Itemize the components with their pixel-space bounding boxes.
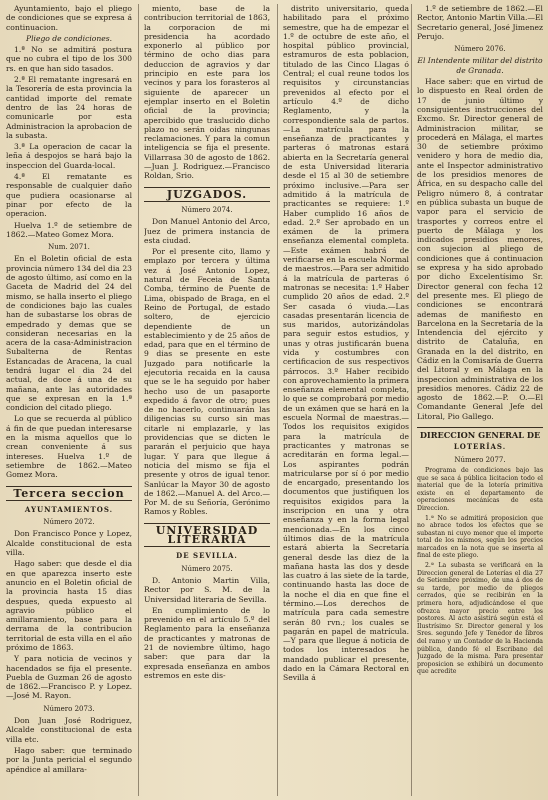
column-rule bbox=[138, 4, 139, 796]
notice-number: Número 2077. bbox=[454, 455, 506, 464]
condition: 1.ª No se admitirá postura que no cubra el tipo de los 300 rs. en que han sido tasados. bbox=[6, 45, 132, 73]
notice-number: Num. 2071. bbox=[48, 243, 90, 252]
paragraph: Programa de condiciones bajo las que se saca á pública licitacion todo el material que de la lotería primitiva existe en el departamento de operaciones mecánicas de esta Direccion. bbox=[417, 466, 543, 512]
section-heading: JUZGADOS. bbox=[144, 187, 270, 202]
condition: 2.ª El rematante ingresará en la Tesorería de esta provincia la cantidad importe del remate dentro de las 24 horas de comunicarle por esta Administracion la aprobacion de la subasta. bbox=[6, 75, 132, 140]
section-subheading: DE SEVILLA. bbox=[176, 551, 238, 561]
paragraph: Don Juan José Rodriguez, Alcalde constitucional de esta villa etc. bbox=[6, 716, 132, 744]
paragraph: Don Francisco Ponce y Lopez, Alcalde constitucional de esta villa. bbox=[6, 529, 132, 558]
signature: Huelva 1.º de setiembre de 1862.—Mateo Gomez Mora. bbox=[6, 220, 132, 239]
paragraph: 2.ª La subasta se verificará en la Direccion general de Loterías el dia 27 de Setiembre próximo, de una á dos de su tarde, por medio de pliegos cerrados, que se recibirán en la primera hora, adjudicándose el que ofrezca mayor precio entre los postores. Al acto asistirá según está el Ilustrísimo Sr. Director general y los Sres. segundo Jefe y Tenedor de libros del ramo y un Contador de la Hacienda pública, dando fé el Escribano del Juzgado de la misma. Para presentar proposicion se exhibirá un documento que acredite bbox=[417, 562, 543, 676]
condition: 4.ª El rematante es responsable de cualquier daño que pudiera ocasionarse al pinar por efecto de la operacion. bbox=[6, 172, 132, 219]
notice-number: Número 2073. bbox=[43, 704, 95, 713]
paragraph: Ayuntamiento, bajo el pliego de condiciones que se expresa á continuacion. bbox=[6, 4, 132, 32]
paragraph: Lo que se recuerda al público á fin de que puedan interesarse en la misma aquellos que lo crean conveniente á sus intereses. Huelva 1.º de setiembre de 1862.—Mateo Gomez Mora. bbox=[6, 414, 132, 480]
notice-number: Número 2076. bbox=[454, 45, 506, 54]
paragraph: Don Manuel Antonio del Arco, Juez de primera instancia de esta ciudad. bbox=[144, 217, 270, 245]
paragraph: Hace saber: que en virtud de lo dispuesto en Real órden de 17 de junio último y consiguientes instrucciones del Excmo. Sr. Director general de Administracion militar, se procederá en Málaga, el martes 30 de setiembre próximo venidero y hora de medio dia, ante el Inspector administrativo de los presidios menores de África, en su despacho calle del Peligro número 8, á contratar en pública subasta un buque de vapor para el servicio de trasportes y correos entre el puerto de Málaga y los indicados presidios menores, con sujecion al pliego de condiciones que á continuacion se expresa y ha sido aprobado por dicho Excelentísimo Sr. Director general con fecha 12 del presente mes. El pliego de condiciones se encontrará ademas de manifiesto en Barcelona en la Secretaría de la Intendencia del ejército y distrito de Cataluña, en Granada en la del distrito, en Cádiz en la Comisaría de Guerra del Litoral y en Málaga en la inspeccion administrativa de los presidios menores. Cádiz 22 de agosto de 1862.—P. O.—El Comandante General Jefe del Litoral, Pio Gallego. bbox=[417, 77, 543, 421]
section-subheading: AYUNTAMIENTOS. bbox=[24, 504, 114, 514]
section-heading: DIRECCION GENERAL DE bbox=[417, 427, 543, 440]
paragraph: Por el presente cito, llamo y emplazo por tercera y última vez á José Antonio Lopez, natural de Feceia de Santa Comba, término de Puente de Lima, obispado de Braga, en el Reino de Portugal, de estado soltero, de ejercicio dependiente de un establecimiento y de 25 años de edad, para que en el término de 9 dias se presente en este Juzgado para notificarle la ejecutoria recaida en la causa que se le ha seguido por haber hecho uso de un pasaporte expedido á favor de otro; pues de no hacerlo, continuarán las diligencias su curso sin mas citarle ni emplazarle, y las providencias que se dicten le pararán el perjuicio que haya lugar. Y para que llegue á noticia del mismo se fija el presente y otros de igual tenor. Sanlúcar la Mayor 30 de agosto de 1862.—Manuel A. del Arco.—Por M. de su Señoría, Gerónimo Ramos y Robles. bbox=[144, 247, 270, 517]
condition: 3.ª La operacion de cacar la leña á despojos se hará bajo la inspeccion del Guarda-local. bbox=[6, 142, 132, 170]
column-rule bbox=[411, 4, 412, 796]
section-heading: Tercera seccion bbox=[6, 486, 132, 501]
section-subheading: LOTERÍAS. bbox=[453, 442, 507, 452]
section-subtitle: Pliego de condiciones. bbox=[25, 33, 113, 43]
paragraph: Hago saber: que terminado por la Junta pericial el segundo apéndice al amillara- bbox=[6, 745, 132, 774]
notice-number: Número 2075. bbox=[181, 564, 233, 573]
paragraph: En el Boletin oficial de esta provincia número 134 del dia 23 de agosto último, así como en la Gaceta de Madrid del 24 del mismo, se halla inserto el pliego de condiciones bajo las cuales han de subastarse los obras de empedrado y demas que se consideran necesarias en la acera de la casa-Administracion Subalterna de Rentas Estancadas de Aracena, la cual tendrá lugar el dia 24 del actual, de doce á una de su mañana, ante las autoridades que se expresan en la 1.ª condicion del citado pliego. bbox=[6, 254, 132, 413]
column-1 bbox=[6, 4, 132, 796]
paragraph: Hago saber: que desde el dia en que aparezca inserto este anuncio en el Boletin oficial de la provincia hasta 15 dias despues, queda expuesto al agravio público el amillaramiento, base para la derrama de la contribucion territorial de esta villa en el año próximo de 1863. bbox=[6, 559, 132, 652]
paragraph: D. Antonio Martin Villa, Rector por S. M. de la Universidad literaria de Sevilla. bbox=[144, 575, 270, 604]
notice-number: Número 2074. bbox=[181, 205, 233, 214]
paragraph: 1.ª No se admitirá proposicion que no abrace todos los efectos que se subastan ni cuyo menor que el importe total de los mismos, según los precios marcados en la nota que se inserta al final de este pliego. bbox=[417, 514, 543, 560]
paragraph: 1.º de setiembre de 1862.—El Rector, Antonio Martin Villa.—El Secretario general, José Jimenez Perujo. bbox=[417, 4, 543, 41]
paragraph: En cumplimiento de lo prevenido en el artículo 5.º del Reglamento para la enseñanza de practicantes y matronas de 21 de noviembre último, hago saber: que para dar la expresada enseñanza en ambos estremos en este dis- bbox=[144, 605, 270, 680]
column-rule bbox=[277, 4, 278, 796]
section-subtitle: El Intendente militar del distrito de Granada. bbox=[417, 56, 543, 75]
column-3 bbox=[283, 4, 409, 796]
column-2 bbox=[144, 4, 270, 796]
paragraph: miento, base de la contribucion territorial de 1863, la corporacion de mi presidencia ha acordado exponerlo al público por término de ocho dias para deduccion de agravios y dar principio en este para los vecinos y para los forasteros al siguiente de aparecer un ejemplar inserto en el Boletin oficial de la provincia; apercibido que traslucido dicho plazo no serán oidas ningunas reclamaciones. Y para la comun inteligencia se fija el presente. Villarrasa 30 de agosto de 1862.—Juan J. Rodriguez.—Francisco Roldan, Srio. bbox=[144, 4, 270, 181]
paragraph: distrito universitario, queda habilitado para el próximo semestre, que ha de empezar el 1.º de octubre de este año, el hospital público provincial, estramuros de esta poblacion, titulado de las Cinco Llagas ó Central; el cual reune todos los requisitos y circunstancias prevenidos al efecto por el artículo 4.º de dicho Reglamento, y la correspondiente sala de partos.—La matrícula para la enseñanza de practicantes y parteras ó matronas estará abierta en la Secretaría general de esta Universidad literaria desde el 15 al 30 de setiembre próximo inclusive.—Para ser admitido á la matrícula de practicantes se requiere: 1.º Haber cumplido 16 años de edad. 2.º Ser aprobado en un exámen de la primera enseñanza elemental completa.—Este exámen habrá de verificarse en la escuela Normal de maestros.—Para ser admitido á la matrícula de parteras ó matronas se necesita: 1.º Haber cumplido 20 años de edad. 2.º Ser casada ó viuda.—Las casadas presentarán licencia de sus maridos, autorizándolas para seguir estos estudios, y unas y otras justificarán buena vida y costumbres con certificacion de sus respectivos párrocos. 3.º Haber recibido con aprovechamiento la primera enseñanza elemental completa, lo que se comprobará por medio de un exámen que se hará en la escuela Normal de maestras.—Todos los requisitos exigidos para la matrícula de practicantes y matronas se acreditarán en forma legal.—Los aspirantes podrán matricularse por sí ó por medio de encargado, presentando los documentos que justifiquen los requisitos exigidos para la inscripcion en una y otra enseñanza y en la forma legal mencionada.—En los cinco últimos dias de la matrícula estará abierta la Secretaría general desde las diez de la mañana hasta las dos y desde las cuatro á las siete de la tarde, continuando hasta las doce de la noche el dia en que fine el término.—Los derechos de matrícula para cada semestre serán 80 rvn.; los cuales se pagarán en papel de matrícula.—Y para que llegue á noticia de todos los interesados he mandado publicar el presente, dado en la Cámara Rectoral en Sevilla á bbox=[283, 4, 409, 683]
section-heading: UNIVERSIDAD LITERARIA bbox=[144, 523, 270, 548]
column-4 bbox=[417, 4, 543, 796]
paragraph: Y para noticia de vecinos y hacendados se fija el presente. Puebla de Guzman 26 de agosto de 1862.—Francisco P. y Lopez.—José M. Rayon. bbox=[6, 654, 132, 701]
notice-number: Número 2072. bbox=[43, 518, 95, 527]
